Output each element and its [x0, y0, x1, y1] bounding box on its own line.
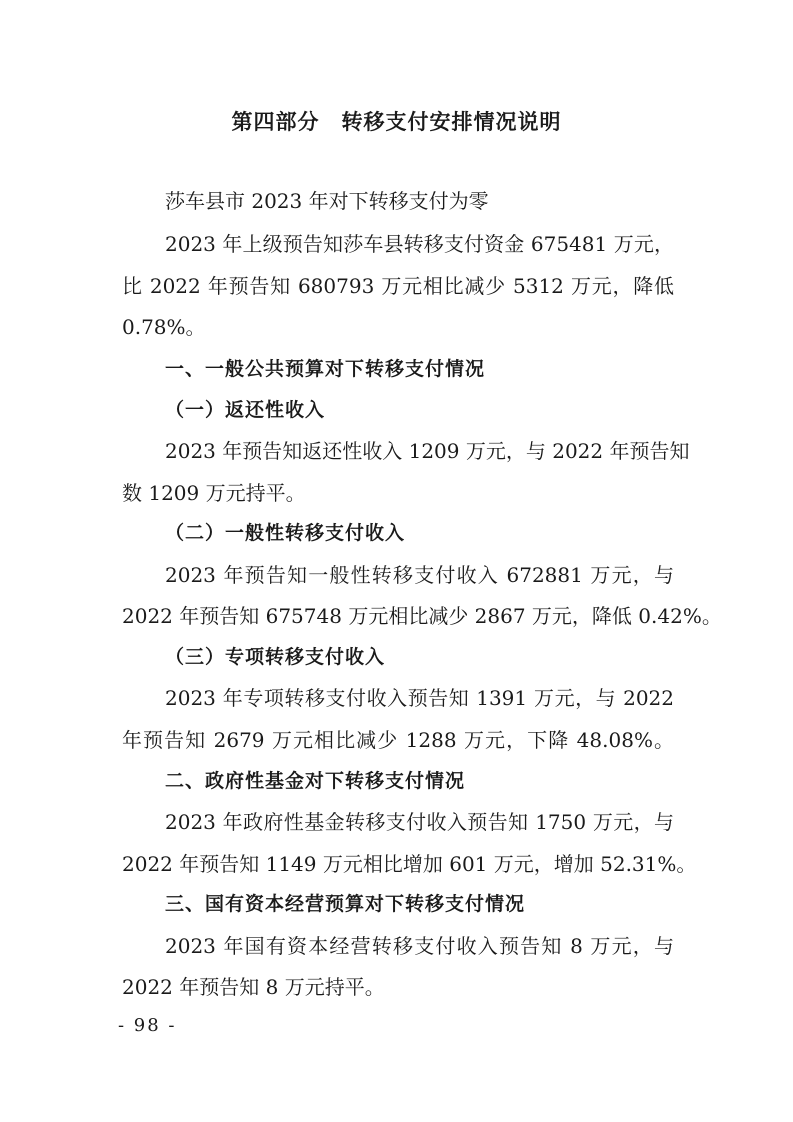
section-1-sub-3-heading: （三）专项转移支付收入 [165, 646, 386, 668]
page-number: - 98 - [118, 1015, 177, 1036]
section-3-line-1: 2023 年国有资本经营转移支付收入预告知 8 万元，与 [165, 934, 674, 958]
section-2-heading: 二、政府性基金对下转移支付情况 [165, 770, 466, 792]
section-1-sub-3-line-1: 2023 年专项转移支付收入预告知 1391 万元，与 2022 [165, 686, 674, 710]
section-1-sub-1-line-2: 数 1209 万元持平。 [122, 481, 306, 505]
title-part: 第四部分 [231, 110, 320, 134]
section-2-line-1: 2023 年政府性基金转移支付收入预告知 1750 万元，与 [165, 810, 674, 834]
section-1-sub-2-heading: （二）一般性转移支付收入 [165, 522, 406, 544]
section-1-sub-2-line-1: 2023 年预告知一般性转移支付收入 672881 万元，与 [165, 563, 674, 587]
intro-line-4: 0.78%。 [122, 315, 206, 339]
section-3-line-2: 2022 年预告知 8 万元持平。 [122, 975, 385, 999]
title-name: 转移支付安排情况说明 [341, 110, 562, 134]
section-1-sub-1-line-1: 2023 年预告知返还性收入 1209 万元，与 2022 年预告知 [165, 439, 690, 463]
section-2-line-2: 2022 年预告知 1149 万元相比增加 601 万元，增加 52.31%。 [122, 852, 697, 876]
section-1-sub-1-heading: （一）返还性收入 [165, 399, 326, 421]
intro-line-1: 莎车县市 2023 年对下转移支付为零 [165, 189, 489, 213]
intro-line-2: 2023 年上级预告知莎车县转移支付资金 675481 万元， [165, 232, 674, 256]
intro-line-3: 比 2022 年预告知 680793 万元相比减少 5312 万元，降低 [122, 274, 674, 298]
section-1-heading: 一、一般公共预算对下转移支付情况 [165, 358, 486, 380]
section-3-heading: 三、国有资本经营预算对下转移支付情况 [165, 893, 526, 915]
section-1-sub-3-line-2: 年预告知 2679 万元相比减少 1288 万元，下降 48.08%。 [122, 728, 674, 752]
page-title [0, 107, 793, 137]
section-1-sub-2-line-2: 2022 年预告知 675748 万元相比减少 2867 万元，降低 0.42%。 [122, 604, 722, 628]
